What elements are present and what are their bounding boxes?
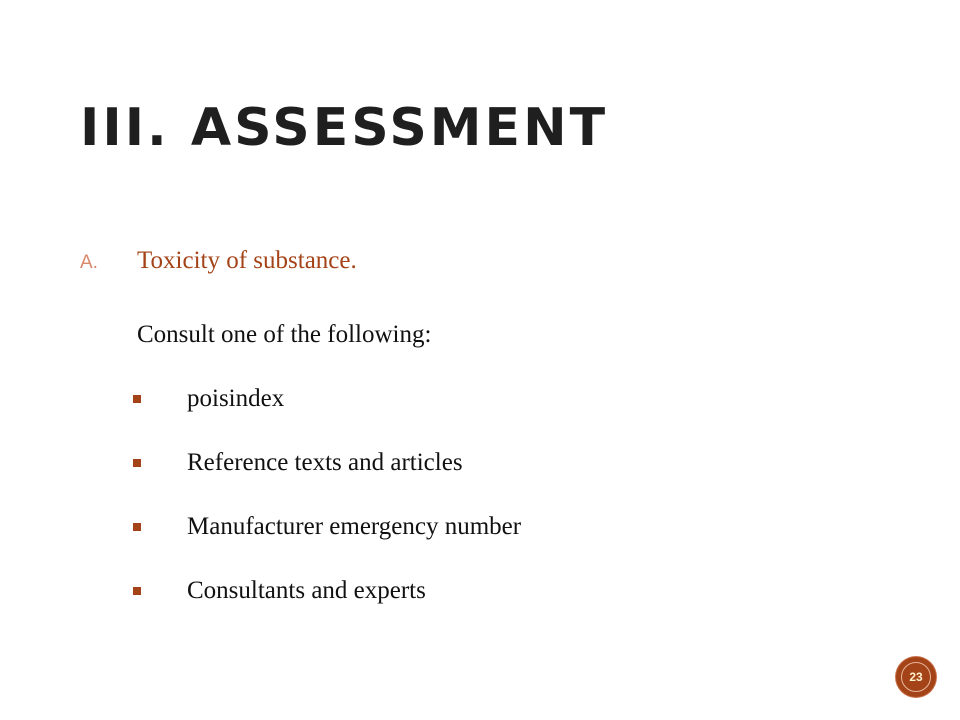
page-number: 23 <box>909 670 923 684</box>
list-item <box>132 384 521 414</box>
consult-text: Consult one of the following: <box>137 321 432 348</box>
square-bullet-icon <box>133 395 141 403</box>
section-item <box>80 246 357 276</box>
list-item-text: Manufacturer emergency number <box>187 513 522 540</box>
section-marker: A. <box>80 252 98 273</box>
list-item <box>132 512 521 542</box>
square-bullet-icon <box>133 587 141 595</box>
list-item-text: poisindex <box>187 385 285 412</box>
list-item-text: Consultants and experts <box>187 577 426 604</box>
square-bullet-icon <box>133 523 141 531</box>
page-number-badge <box>896 657 936 697</box>
square-bullet-icon <box>133 459 141 467</box>
bullet-list <box>132 384 521 640</box>
list-item <box>132 448 521 478</box>
list-item-text: Reference texts and articles <box>187 449 463 476</box>
list-item <box>132 576 521 606</box>
slide-title: III. ASSESSMENT <box>80 98 609 158</box>
section-heading: Toxicity of substance. <box>137 247 357 274</box>
